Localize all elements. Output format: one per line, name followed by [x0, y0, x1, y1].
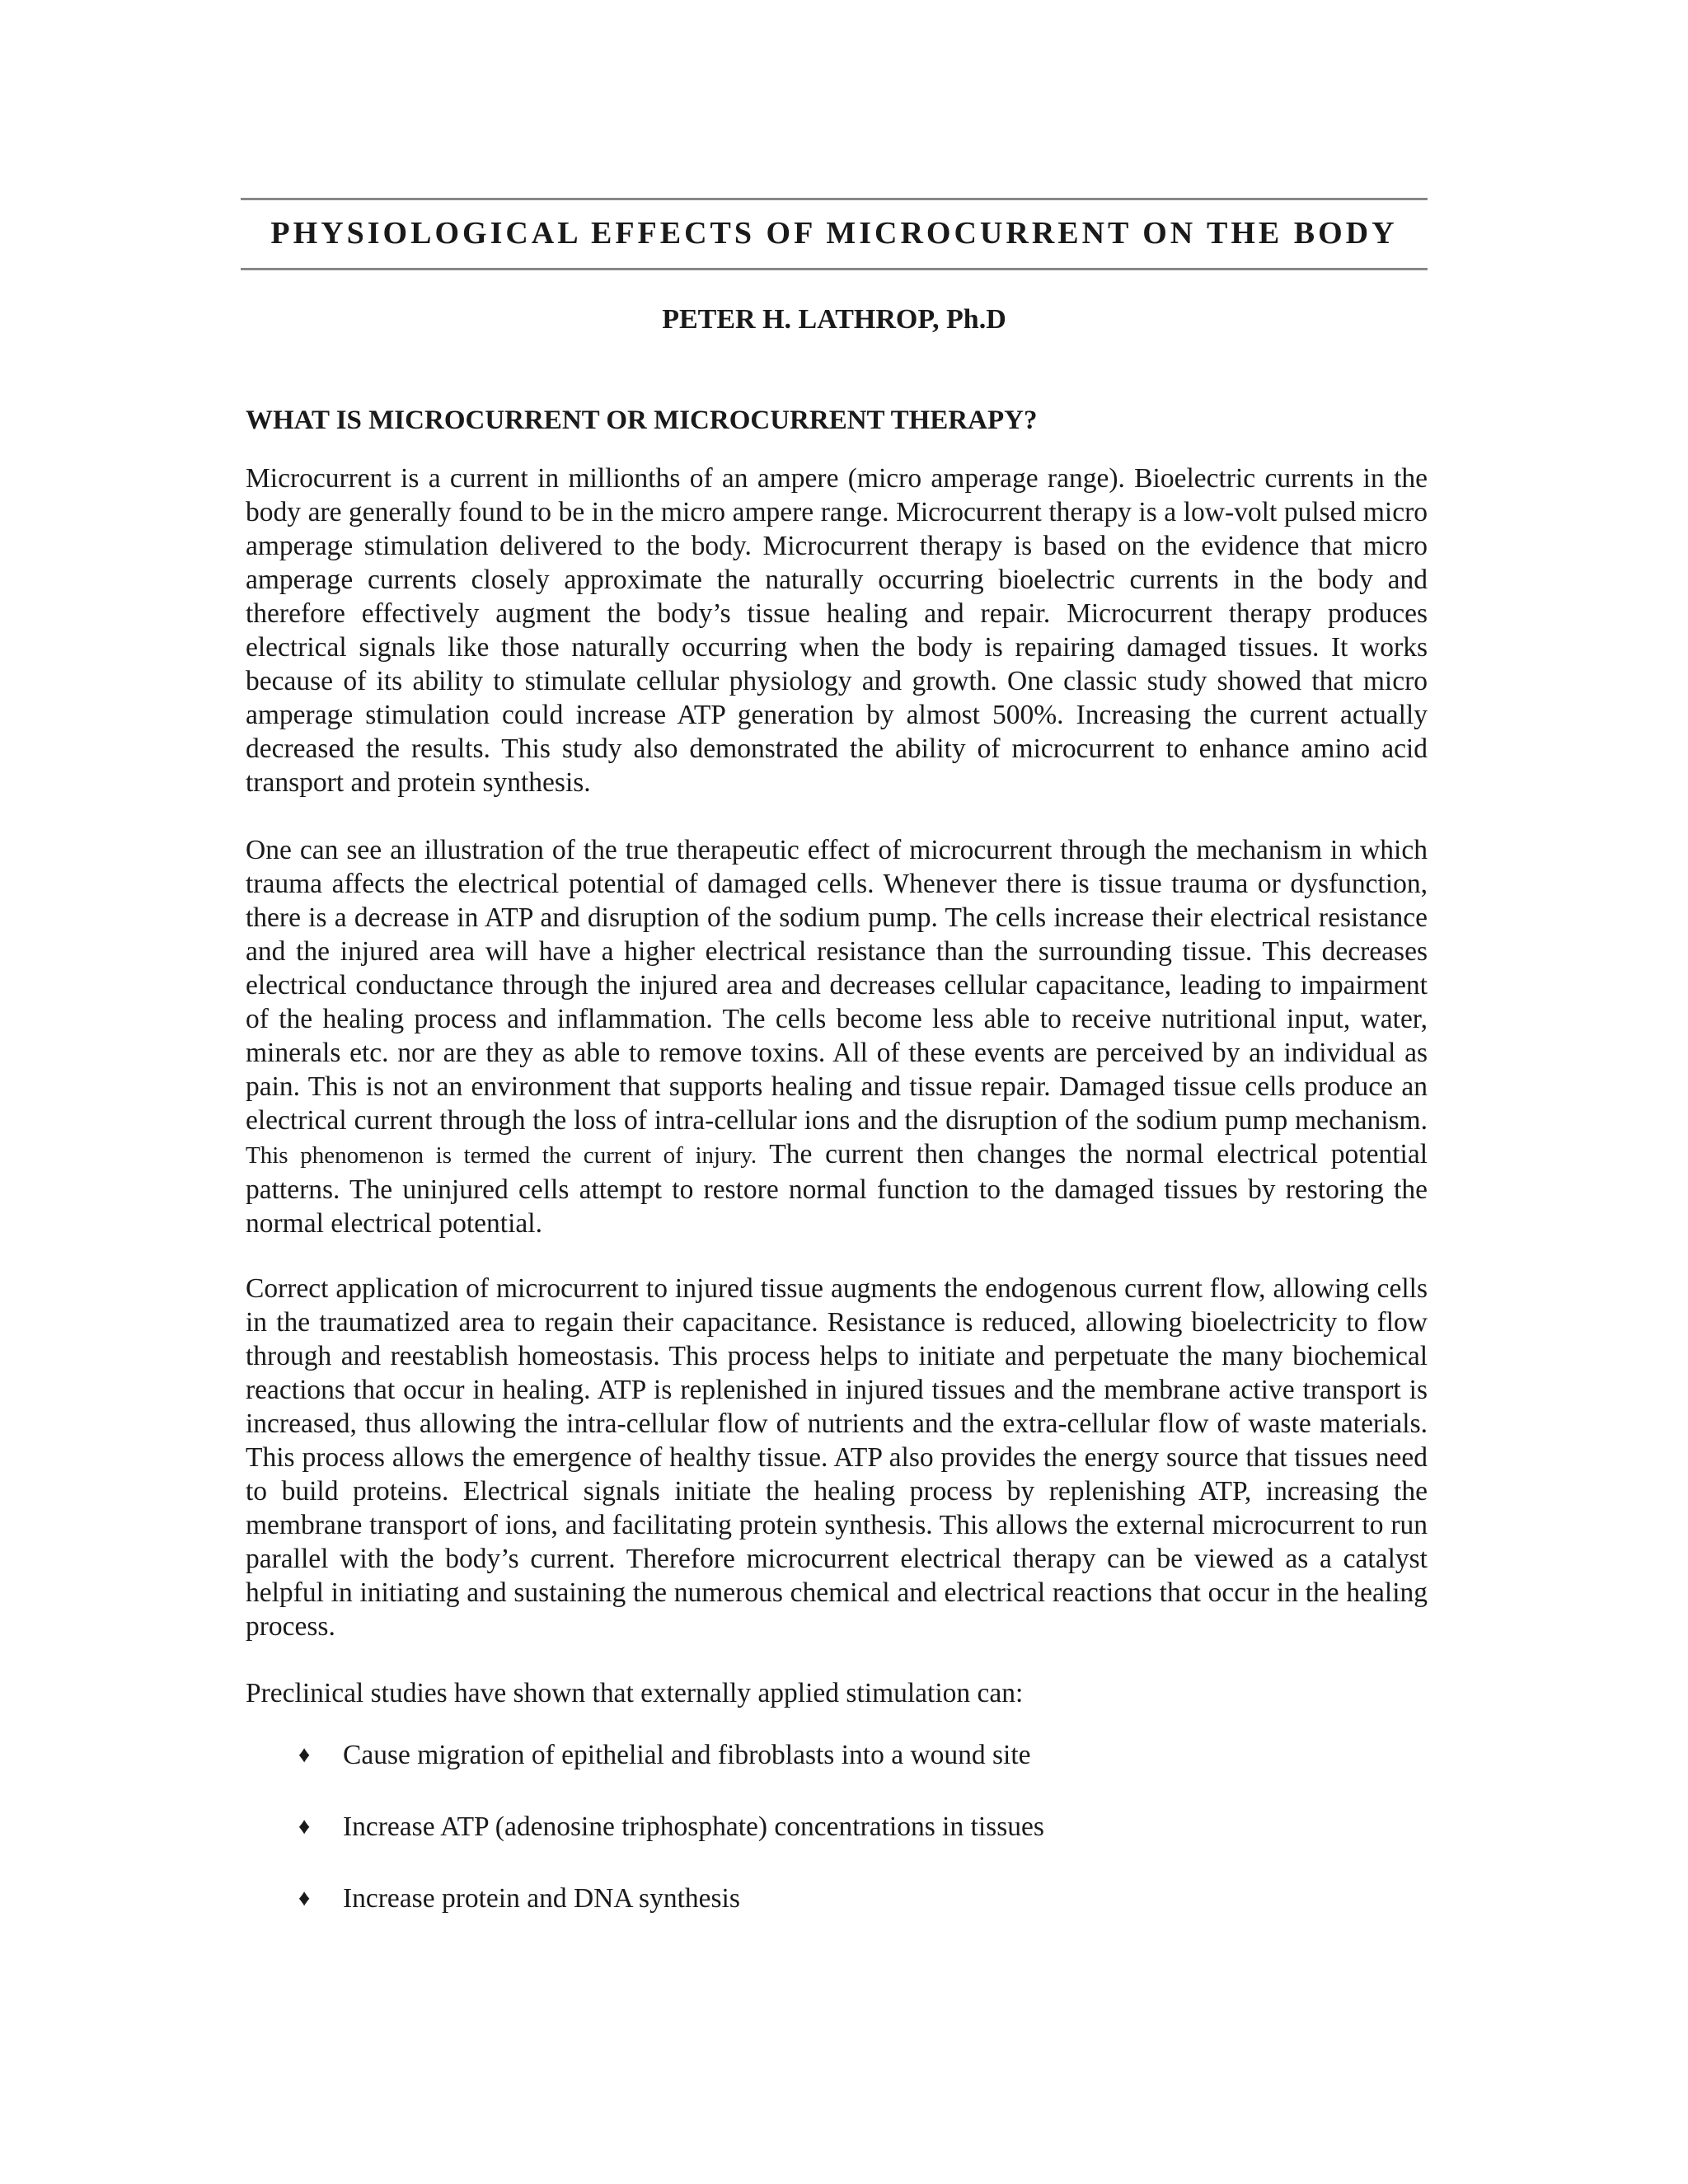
list-item — [246, 1809, 1428, 1881]
title-top-rule — [241, 198, 1428, 200]
list-item — [246, 1881, 1428, 1952]
paragraph-intro: Microcurrent is a current in millionths of an ampere (micro amperage range). Bioelectric currents in the body are generally found to be in the micro ampere range. Microcurrent therapy is a low-volt pulsed micro amperage stimulation delivered to the body. Microcurrent therapy is based on the evidence that micro amperage currents closely approximate the naturally occurring bioelectric currents in the body and therefore effectively augment the body’s tissue healing and repair. Microcurrent therapy produces electrical signals like those naturally occurring when the body is repairing damaged tissues. It works because of its ability to stimulate cellular physiology and growth. One classic study showed that micro amperage stimulation could increase ATP generation by almost 500%. Increasing the current actually decreased the results. This study also demonstrated the ability of microcurrent to enhance amino acid transport and protein synthesis. — [246, 463, 1428, 798]
list-item-text: Cause migration of epithelial and fibroblasts into a wound site — [343, 1740, 1031, 1770]
paragraph-mechanism-text: One can see an illustration of the true therapeutic effect of microcurrent through the mechanism in which trauma affects the electrical potential of damaged cells. Whenever there is tissue trauma or dysfunction, there is a decrease in ATP and disruption of the sodium pump. The cells increase their electrical resistance and the injured area will have a higher electrical resistance than the surrounding tissue. This decreases electrical conductance through the injured area and decreases cellular capacitance, leading to impairment of the healing process and inflammation. The cells become less able to receive nutritional input, water, minerals etc. nor are they as able to remove toxins. All of these events are perceived by an individual as pain. This is not an environment that supports healing and tissue repair. Damaged tissue cells produce an electrical current through the loss of intra-cellular ions and the disruption of the sodium pump mechanism. — [246, 835, 1428, 1136]
paragraph-mechanism — [246, 833, 1428, 1240]
list-item — [246, 1737, 1428, 1809]
diamond-bullet-icon: ♦ — [298, 1742, 311, 1768]
list-item-text: Increase ATP (adenosine triphosphate) concentrations in tissues — [343, 1811, 1044, 1842]
list-item-text: Increase protein and DNA synthesis — [343, 1883, 740, 1914]
paragraph-preclinical: Preclinical studies have shown that externally applied stimulation can: — [246, 1678, 1024, 1708]
document-title: PHYSIOLOGICAL EFFECTS OF MICROCURRENT ON THE BODY — [270, 216, 1398, 251]
paragraph-mechanism-text-end: The current then changes the normal electrical potential patterns. The uninjured cells attempt to restore normal function to the damaged tissues by restoring the normal electrical potential. — [246, 1139, 1428, 1239]
section-heading: WHAT IS MICROCURRENT OR MICROCURRENT THERAPY? — [246, 405, 1038, 435]
title-bottom-rule — [241, 268, 1428, 270]
stimulation-effects-list — [246, 1737, 1428, 1952]
author-name: PETER H. LATHROP, Ph.D — [662, 304, 1006, 335]
diamond-bullet-icon: ♦ — [298, 1886, 311, 1911]
current-of-injury-note: This phenomenon is termed the current of injury. — [246, 1142, 757, 1169]
paragraph-application: Correct application of microcurrent to injured tissue augments the endogenous current flow, allowing cells in the traumatized area to regain their capacitance. Resistance is reduced, allowing bioelectricity to flow through and reestablish homeostasis. This process helps to initiate and perpetuate the many biochemical reactions that occur in healing. ATP is replenished in injured tissues and the membrane active transport is increased, thus allowing the intra-cellular flow of nutrients and the extra-cellular flow of waste materials. This process allows the emergence of healthy tissue. ATP also provides the energy source that tissues need to build proteins. Electrical signals initiate the healing process by replenishing ATP, increasing the membrane transport of ions, and facilitating protein synthesis. This allows the external microcurrent to run parallel with the body’s current. Therefore microcurrent electrical therapy can be viewed as a catalyst helpful in initiating and sustaining the numerous chemical and electrical reactions that occur in the healing process. — [246, 1273, 1428, 1642]
diamond-bullet-icon: ♦ — [298, 1814, 311, 1840]
